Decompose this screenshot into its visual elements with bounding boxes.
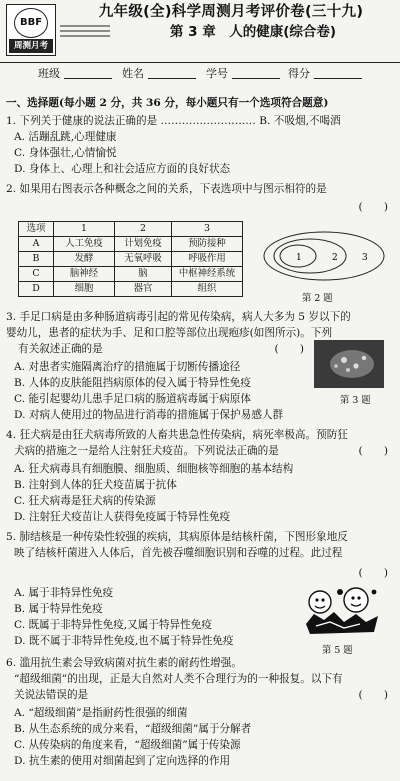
q1-option-d[interactable]: D. 身体上、心理上和社会适应方面的良好状态 — [14, 163, 231, 175]
q3-answer-paren[interactable]: ( ) — [274, 343, 304, 355]
diagram-label-2: 2 — [332, 253, 338, 263]
diagram-label-1: 1 — [296, 253, 302, 263]
figure-3-caption: 第 3 题 — [340, 395, 371, 406]
decorative-lines — [60, 22, 110, 42]
question-4-stem-line-1: 4. 狂犬病是由狂犬病毒所致的人畜共患急性传染病，病死率极高。预防狂 — [6, 429, 348, 441]
question-3-stem-line-1: 3. 手足口病是由多种肠道病毒引起的常见传染病，病人大多为 5 岁以下的 — [6, 311, 351, 323]
exam-header — [0, 0, 400, 63]
table-cell: B — [19, 252, 54, 267]
concept-relation-diagram — [262, 226, 386, 288]
student-info-row — [0, 66, 400, 82]
q1-option-c[interactable]: C. 身体强壮,心情愉悦 — [14, 147, 117, 159]
q5-option-d[interactable]: D. 既不属于非特异性免疫,也不属于特异性免疫 — [14, 635, 234, 647]
q6-option-c[interactable]: C. 从传染病的角度来看，“超级细菌”属于传染源 — [14, 739, 241, 751]
publisher-logo — [6, 4, 56, 56]
question-6-stem-line-3: 关说法错误的是 — [14, 689, 89, 701]
table-cell: 细胞 — [54, 282, 115, 297]
exam-subtitle: 第 3 章 人的健康(综合卷) — [169, 24, 337, 40]
q4-option-c[interactable]: C. 狂犬病毒是狂犬病的传染源 — [14, 495, 156, 507]
name-label: 姓名 — [122, 67, 144, 80]
q3-option-d[interactable]: D. 对病人使用过的物品进行消毒的措施属于保护易感人群 — [14, 409, 284, 421]
table-cell: 呼吸作用 — [172, 252, 243, 267]
hand-foot-mouth-rash-photo — [314, 340, 384, 388]
table-cell: 无氧呼吸 — [115, 252, 172, 267]
class-label: 班级 — [38, 67, 60, 80]
q4-option-b[interactable]: B. 注射到人体的狂犬疫苗属于抗体 — [14, 479, 177, 491]
figure-5-caption: 第 5 题 — [322, 645, 353, 656]
name-field[interactable] — [148, 66, 196, 79]
question-4-stem-line-2: 犬病的措施之一是给人注射狂犬疫苗。下列说法正确的是 — [14, 445, 279, 457]
q1-option-a[interactable]: A. 活蹦乱跳,心理健康 — [14, 131, 117, 143]
section-title: 一、选择题(每小题 2 分，共 36 分，每小题只有一个选项符合题意) — [6, 97, 329, 109]
q5-option-b[interactable]: B. 属于特异性免疫 — [14, 603, 103, 615]
table-cell: 脑神经 — [54, 267, 115, 282]
question-2-stem: 2. 如果用右图表示各种概念之间的关系，下表选项中与图示相符的是 — [6, 183, 327, 195]
q4-option-a[interactable]: A. 狂犬病毒具有细胞膜、细胞质、细胞核等细胞的基本结构 — [14, 463, 294, 475]
table-cell: 计划免疫 — [115, 237, 172, 252]
question-1-stem: 1. 下列关于健康的说法正确的是 ……………………… B. 不吸烟,不喝酒 — [6, 115, 341, 127]
q6-answer-paren[interactable]: ( ) — [358, 689, 388, 701]
logo-emblem: BBF — [14, 8, 48, 38]
q5-answer-paren[interactable]: ( ) — [358, 567, 388, 579]
table-header: 选项 — [19, 222, 54, 237]
table-cell: 脑 — [115, 267, 172, 282]
table-header: 1 — [54, 222, 115, 237]
q3-option-b[interactable]: B. 人体的皮肤能阻挡病原体的侵入属于特异性免疫 — [14, 377, 251, 389]
q3-option-a[interactable]: A. 对患者实施隔离治疗的措施属于切断传播途径 — [14, 361, 241, 373]
exam-title: 九年级(全)科学周测月考评价卷(三十九) — [98, 4, 364, 20]
question-3-stem-line-3: 有关叙述正确的是 — [18, 343, 103, 355]
question-6-stem-line-2: “超级细菌”的出现，正是大自然对人类不合理行为的一种报复。以下有 — [14, 673, 343, 685]
table-cell: 发酵 — [54, 252, 115, 267]
q6-option-d[interactable]: D. 抗生素的使用对细菌起到了定向选择的作用 — [14, 755, 231, 767]
id-field[interactable] — [232, 66, 280, 79]
figure-2-caption: 第 2 题 — [302, 293, 333, 304]
table-header: 2 — [115, 222, 172, 237]
table-cell: 预防接种 — [172, 237, 243, 252]
q3-option-c[interactable]: C. 能引起婴幼儿患手足口病的肠道病毒属于病原体 — [14, 393, 251, 405]
score-field[interactable] — [314, 66, 362, 79]
logo-band: 周测月考 — [9, 39, 53, 53]
q2-answer-paren[interactable]: ( ) — [358, 201, 388, 213]
table-cell: 人工免疫 — [54, 237, 115, 252]
question-5-stem-line-2: 映了结核杆菌进入人体后，首先被吞噬细胞识别和吞噬的过程。此过程 — [14, 547, 343, 559]
q4-option-d[interactable]: D. 注射狂犬疫苗让人获得免疫属于特异性免疫 — [14, 511, 231, 523]
score-label: 得分 — [288, 67, 310, 80]
question-3-stem-line-2: 婴幼儿，患者的症状为手、足和口腔等部位出现疱疹(如图所示)。下列 — [6, 327, 333, 339]
q2-options-table — [18, 221, 243, 297]
q6-option-a[interactable]: A. “超级细菌”是指耐药性很强的细菌 — [14, 707, 188, 719]
table-cell: C — [19, 267, 54, 282]
table-cell: 中枢神经系统 — [172, 267, 243, 282]
id-label: 学号 — [206, 67, 228, 80]
phagocyte-cartoon-illustration — [300, 584, 384, 642]
q5-option-a[interactable]: A. 属于非特异性免疫 — [14, 587, 114, 599]
table-cell: D — [19, 282, 54, 297]
question-6-stem-line-1: 6. 滥用抗生素会导致病菌对抗生素的耐药性增强。 — [6, 657, 242, 669]
q4-answer-paren[interactable]: ( ) — [358, 445, 388, 457]
class-field[interactable] — [64, 66, 112, 79]
table-cell: 组织 — [172, 282, 243, 297]
table-cell: A — [19, 237, 54, 252]
question-5-stem-line-1: 5. 肺结核是一种传染性较强的疾病，其病原体是结核杆菌，下图形象地反 — [6, 531, 348, 543]
diagram-label-3: 3 — [362, 253, 368, 263]
q6-option-b[interactable]: B. 从生态系统的成分来看，“超级细菌”属于分解者 — [14, 723, 252, 735]
q5-option-c[interactable]: C. 既属于非特异性免疫,又属于特异性免疫 — [14, 619, 212, 631]
table-cell: 器官 — [115, 282, 172, 297]
table-header: 3 — [172, 222, 243, 237]
